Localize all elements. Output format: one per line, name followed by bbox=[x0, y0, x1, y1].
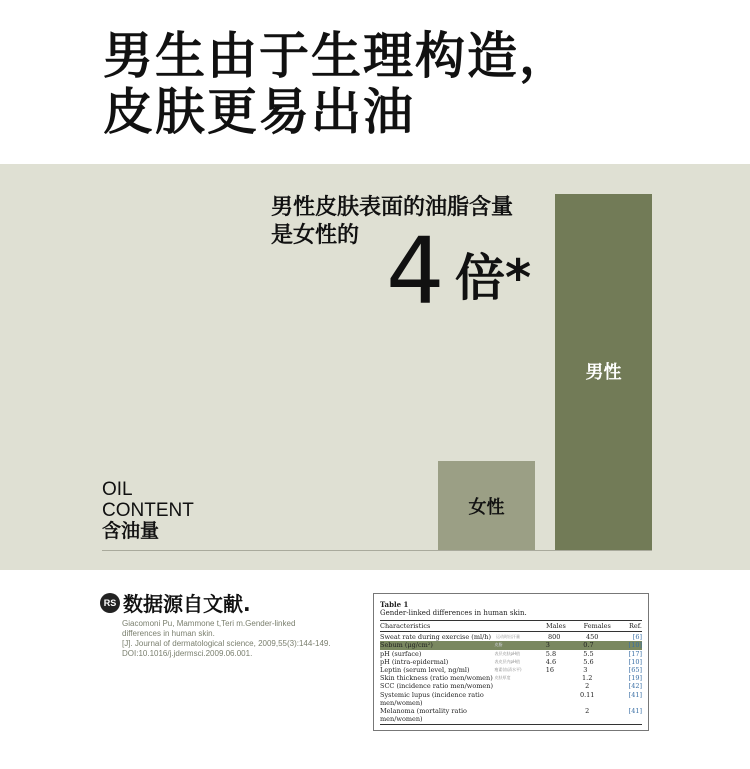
row-cn-label bbox=[494, 707, 545, 723]
rs-badge-icon: RS bbox=[100, 593, 120, 613]
source-heading bbox=[100, 588, 251, 617]
citation-line: [J]. Journal of dermatological science, 2009,55(3):144-149. bbox=[122, 639, 331, 648]
headline-line1: 男生由于生理构造， bbox=[103, 27, 571, 85]
headline bbox=[103, 28, 571, 140]
row-ref: [19] bbox=[628, 674, 642, 683]
row-ref: [65] bbox=[628, 666, 642, 675]
reference-table-image bbox=[373, 593, 649, 731]
multiplier-suffix: 倍* bbox=[455, 249, 532, 307]
subhead-line1: 男性皮肤表面的油脂含量 bbox=[271, 195, 514, 220]
citation bbox=[122, 619, 331, 659]
table-rule bbox=[380, 724, 642, 725]
row-label: Sweat rate during exercise (ml/h) bbox=[380, 633, 491, 642]
row-cn-label: 表皮层内pH值 bbox=[494, 658, 520, 664]
table-body bbox=[380, 633, 642, 725]
citation-line: Giacomoni Pu, Mammone t,Teri m.Gender-linked bbox=[122, 619, 296, 628]
row-ref: [42] bbox=[628, 682, 642, 691]
table-rule bbox=[380, 631, 642, 632]
row-females: 0.7 bbox=[583, 641, 594, 650]
y-label-line1: OIL bbox=[102, 479, 133, 500]
y-label-line2: CONTENT bbox=[102, 500, 194, 521]
header-spacer bbox=[495, 622, 546, 630]
headline-line2: 皮肤更易出油 bbox=[103, 83, 415, 141]
row-ratio: 2 bbox=[585, 707, 590, 716]
chart-baseline bbox=[102, 550, 652, 551]
citation-line: differences in human skin. bbox=[122, 629, 215, 638]
table-row bbox=[380, 691, 642, 707]
bar-label: 女性 bbox=[468, 496, 505, 518]
header-females: Females bbox=[583, 622, 611, 630]
row-ratio: 0.11 bbox=[579, 690, 595, 699]
row-females: 5.5 bbox=[583, 649, 594, 658]
row-cn-label: 运动时出汗量 bbox=[496, 634, 520, 640]
y-axis-label bbox=[102, 479, 194, 542]
row-ref: [6] bbox=[632, 633, 642, 642]
bar-0 bbox=[438, 461, 535, 550]
row-label: Sebum (μg/cm²) bbox=[380, 641, 433, 650]
row-cn-label: 皮脂 bbox=[494, 642, 503, 648]
row-label: Systemic lupus (incidence ratio men/women) bbox=[380, 690, 484, 707]
source-title: 数据源自文献. bbox=[123, 592, 251, 616]
subhead-line2: 是女性的 bbox=[271, 223, 360, 248]
table-title: Table 1 bbox=[380, 600, 409, 609]
table-row bbox=[380, 650, 642, 658]
row-ref: [10] bbox=[628, 657, 642, 666]
row-males: 16 bbox=[545, 666, 555, 675]
table-row bbox=[380, 658, 642, 666]
row-label: Leptin (serum level, ng/ml) bbox=[380, 666, 470, 675]
row-label: pH (surface) bbox=[380, 649, 422, 658]
table-row bbox=[380, 707, 642, 723]
multiplier-value: 4 bbox=[386, 218, 445, 325]
row-label: Melanoma (mortality ratio men/women) bbox=[380, 707, 467, 724]
table-header-row bbox=[380, 622, 642, 630]
row-males: 4.6 bbox=[545, 657, 557, 666]
header-males: Males bbox=[546, 622, 566, 630]
table-row bbox=[380, 674, 642, 682]
table-row bbox=[380, 682, 642, 690]
header-characteristics: Characteristics bbox=[380, 622, 431, 630]
row-ratio: 1.2 bbox=[582, 674, 593, 683]
row-females: 5.6 bbox=[583, 657, 594, 666]
table-caption: Gender-linked differences in human skin. bbox=[380, 609, 527, 617]
table-row bbox=[380, 641, 642, 649]
header-ref: Ref. bbox=[629, 622, 642, 630]
row-females: 3 bbox=[583, 666, 588, 675]
row-label: pH (intra-epidermal) bbox=[380, 657, 449, 666]
bar-label: 男性 bbox=[585, 361, 622, 383]
row-ref: [17] bbox=[628, 649, 642, 658]
row-cn-label bbox=[494, 691, 545, 707]
row-males: 800 bbox=[548, 633, 561, 642]
bar-1 bbox=[555, 194, 652, 550]
row-cn-label: 瘦素(血清水平) bbox=[494, 667, 522, 673]
row-cn-label bbox=[494, 682, 545, 690]
row-ref: [41] bbox=[628, 690, 642, 699]
table-rule bbox=[380, 620, 642, 621]
row-cn-label: 表层皮肤pH值 bbox=[494, 650, 520, 656]
row-ratio: 2 bbox=[585, 682, 590, 691]
row-females: 450 bbox=[586, 633, 599, 642]
row-ref: [10] bbox=[628, 641, 642, 650]
row-males: 3 bbox=[545, 641, 550, 650]
y-label-line3: 含油量 bbox=[102, 520, 160, 542]
row-ref: [41] bbox=[628, 707, 642, 716]
row-label: Skin thickness (ratio men/women) bbox=[380, 674, 493, 683]
row-males: 5.8 bbox=[545, 649, 557, 658]
row-cn-label: 皮肤厚度 bbox=[494, 675, 511, 681]
citation-line: DOI:10.1016/j.jdermsci.2009.06.001. bbox=[122, 649, 253, 658]
table-row bbox=[380, 666, 642, 674]
row-label: SCC (incidence ratio men/women) bbox=[380, 682, 493, 691]
table-row bbox=[380, 633, 642, 641]
